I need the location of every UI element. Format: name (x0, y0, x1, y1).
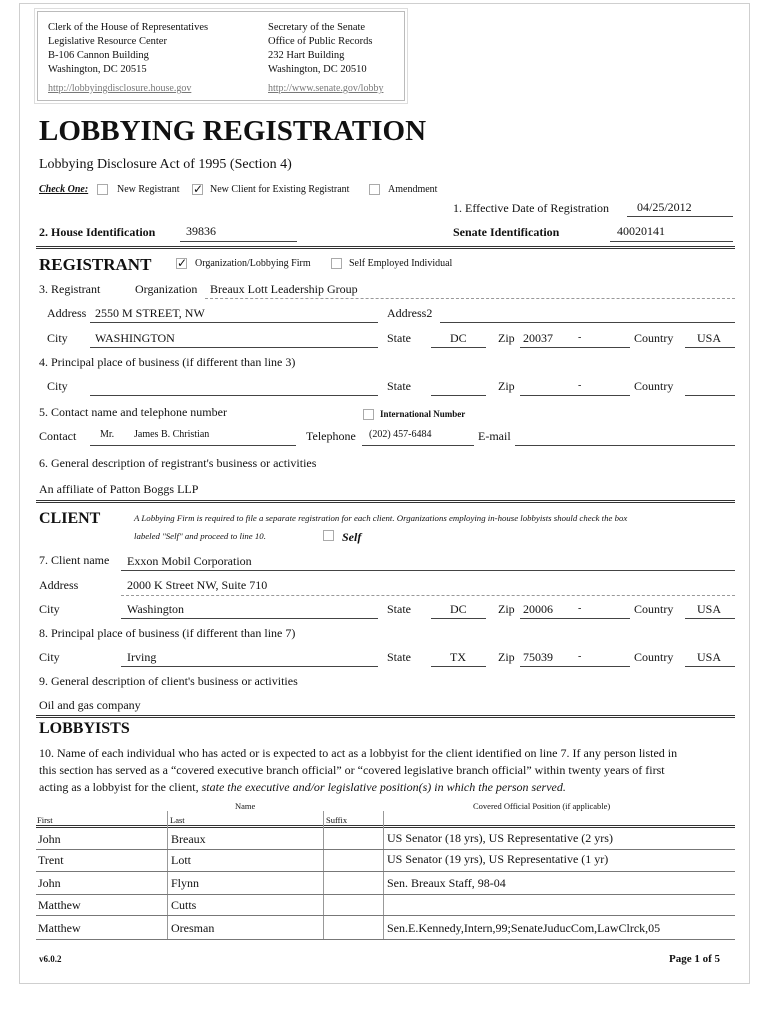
org-firm-checkbox[interactable]: ✓ (177, 256, 188, 270)
house-url-link[interactable]: http://lobbyingdisclosure.house.gov (48, 83, 192, 94)
international-number-label: International Number (380, 409, 466, 419)
line3-label: 3. Registrant (39, 282, 101, 296)
city-value[interactable]: WASHINGTON (95, 331, 175, 345)
address-label: Address (47, 306, 87, 320)
suffix-column-header: Suffix (326, 815, 348, 825)
client-country-value[interactable]: USA (697, 602, 722, 616)
contact-underline (90, 445, 296, 446)
lobbyist-last[interactable]: Oresman (171, 921, 215, 935)
client-country-underline (685, 618, 735, 619)
telephone-underline (362, 445, 474, 446)
client-name-underline (121, 570, 735, 571)
self-checkbox[interactable] (323, 530, 334, 541)
international-number-checkbox[interactable] (363, 409, 374, 420)
row-divider (36, 915, 735, 916)
page-number: Page 1 of 5 (669, 953, 721, 965)
new-client-checkbox[interactable]: ✓ (193, 182, 204, 196)
city-label: City (47, 331, 68, 345)
row-divider (36, 894, 735, 895)
client-heading: CLIENT (39, 510, 101, 527)
house-address-line: Washington, DC 20515 (48, 64, 147, 75)
effective-date-label: 1. Effective Date of Registration (453, 201, 610, 215)
line6-label: 6. General description of registrant's business or activities (39, 456, 317, 470)
client-description[interactable]: Oil and gas company (39, 698, 141, 712)
senate-address-line: Secretary of the Senate (268, 22, 366, 33)
effective-date-value[interactable]: 04/25/2012 (637, 200, 692, 214)
position-column-header: Covered Official Position (if applicable) (473, 801, 611, 811)
lobbyist-position[interactable]: Sen.E.Kennedy,Intern,99;SenateJuducCom,LawClrck,05 (387, 921, 661, 935)
telephone-value[interactable]: (202) 457-6484 (369, 429, 432, 440)
client-address-value[interactable]: 2000 K Street NW, Suite 710 (127, 578, 268, 592)
zip-label: Zip (498, 331, 515, 345)
column-divider (383, 811, 384, 940)
client-address-label: Address (39, 578, 79, 592)
state-value[interactable]: DC (450, 331, 467, 345)
client-zip-dash: - (578, 603, 582, 614)
registrant-description[interactable]: An affiliate of Patton Boggs LLP (39, 482, 199, 496)
address-value[interactable]: 2550 M STREET, NW (95, 306, 205, 320)
lobbyist-last[interactable]: Lott (171, 853, 191, 867)
client-state-underline (431, 618, 486, 619)
principal-client-country-underline (685, 666, 735, 667)
client-state-value[interactable]: DC (450, 602, 467, 616)
house-address-line: Clerk of the House of Representatives (48, 22, 209, 33)
client-country-label: Country (634, 602, 674, 616)
organization-underline (205, 298, 735, 299)
new-registrant-label: New Registrant (117, 184, 180, 195)
principal-country-label: Country (634, 379, 674, 393)
principal-client-city-label: City (39, 650, 60, 664)
line7-label: 7. Client name (39, 553, 110, 567)
organization-value[interactable]: Breaux Lott Leadership Group (210, 282, 358, 296)
city-underline (90, 347, 378, 348)
principal-client-zip-dash: - (578, 651, 582, 662)
amendment-checkbox[interactable] (369, 184, 380, 195)
client-note-line1: A Lobbying Firm is required to file a separate registration for each client. Organizations employing in-house lobbyists should check the box (134, 513, 628, 523)
column-divider (167, 811, 168, 940)
lobbyist-position[interactable]: US Senator (18 yrs), US Representative (2 yrs) (387, 831, 613, 845)
principal-state-label: State (387, 379, 411, 393)
name-column-header: Name (235, 801, 256, 811)
lobbyist-first[interactable]: Matthew (38, 921, 81, 935)
country-label: Country (634, 331, 674, 345)
lobbyist-first[interactable]: John (38, 876, 61, 890)
self-employed-label: Self Employed Individual (349, 258, 453, 269)
client-address-underline (121, 595, 735, 596)
house-id-value[interactable]: 39836 (186, 224, 216, 238)
lobbyist-position[interactable]: US Senator (19 yrs), US Representative (1 yr) (387, 852, 609, 866)
senate-address-line: Washington, DC 20510 (268, 64, 367, 75)
check-one-label: Check One: (39, 184, 89, 195)
line8-label: 8. Principal place of business (if different than line 7) (39, 626, 296, 640)
lobbyist-last[interactable]: Cutts (171, 898, 197, 912)
client-zip-label: Zip (498, 602, 515, 616)
lobbyists-intro-line3-start: acting as a lobbyist for the client, (39, 780, 199, 794)
email-label: E-mail (478, 429, 511, 443)
contact-prefix[interactable]: Mr. (100, 429, 115, 440)
lobbyists-heading: LOBBYISTS (39, 720, 130, 737)
principal-client-state-value[interactable]: TX (450, 650, 466, 664)
amendment-label: Amendment (388, 184, 438, 195)
principal-client-zip-value[interactable]: 75039 (523, 650, 553, 664)
email-underline (515, 445, 735, 446)
telephone-label: Telephone (306, 429, 356, 443)
house-id-label: 2. House Identification (39, 225, 156, 239)
zip-underline (520, 347, 630, 348)
org-firm-label: Organization/Lobbying Firm (195, 258, 311, 269)
senate-address-line: 232 Hart Building (268, 50, 345, 61)
house-address (48, 21, 208, 77)
principal-client-country-label: Country (634, 650, 674, 664)
row-divider (36, 849, 735, 850)
client-city-underline (121, 618, 378, 619)
zip-value[interactable]: 20037 (523, 331, 553, 345)
row-divider (36, 939, 735, 940)
contact-label: Contact (39, 429, 77, 443)
lobbyists-intro-line2: this section has served as a “covered executive branch official” or “covered legislative branch official” within twenty years of first (39, 763, 665, 777)
lobbyists-intro-line1: 10. Name of each individual who has acted or is expected to act as a lobbyist for the client identified on line 7. If any person listed in (39, 746, 678, 760)
first-column-header: First (37, 815, 53, 825)
principal-zip-dash: - (578, 380, 582, 391)
page-title: LOBBYING REGISTRATION (39, 115, 427, 147)
principal-city-underline (90, 395, 378, 396)
address-underline (90, 322, 378, 323)
client-zip-underline (520, 618, 630, 619)
row-divider (36, 871, 735, 872)
organization-label: Organization (135, 282, 198, 296)
state-label: State (387, 331, 411, 345)
new-registrant-checkbox[interactable] (97, 184, 108, 195)
table-header-divider (36, 825, 735, 828)
principal-client-city-value[interactable]: Irving (127, 650, 157, 664)
lobbyist-last[interactable]: Flynn (171, 876, 200, 890)
state-underline (431, 347, 486, 348)
page-subtitle: Lobbying Disclosure Act of 1995 (Section 4) (39, 157, 292, 172)
principal-client-country-value[interactable]: USA (697, 650, 722, 664)
version-label: v6.0.2 (39, 954, 62, 964)
client-note-line2: labeled "Self" and proceed to line 10. (134, 531, 266, 541)
senate-address-line: Office of Public Records (268, 36, 373, 47)
client-city-label: City (39, 602, 60, 616)
principal-zip-underline (520, 395, 630, 396)
lobbyist-first[interactable]: John (38, 832, 61, 846)
principal-state-underline (431, 395, 486, 396)
new-client-label: New Client for Existing Registrant (210, 184, 350, 195)
principal-zip-label: Zip (498, 379, 515, 393)
principal-client-state-label: State (387, 650, 411, 664)
client-zip-value[interactable]: 20006 (523, 602, 553, 616)
house-address-line: Legislative Resource Center (48, 36, 167, 47)
section-divider (36, 715, 735, 718)
senate-url-link[interactable]: http://www.senate.gov/lobby (268, 83, 384, 94)
address2-label: Address2 (387, 306, 433, 320)
principal-country-underline (685, 395, 735, 396)
principal-client-city-underline (121, 666, 378, 667)
principal-client-zip-underline (520, 666, 630, 667)
lobbyist-first[interactable]: Trent (38, 853, 64, 867)
country-underline (685, 347, 735, 348)
principal-client-state-underline (431, 666, 486, 667)
principal-client-zip-label: Zip (498, 650, 515, 664)
zip-dash: - (578, 332, 582, 343)
client-state-label: State (387, 602, 411, 616)
registrant-heading: REGISTRANT (39, 255, 152, 274)
self-employed-checkbox[interactable] (331, 258, 342, 269)
contact-name[interactable]: James B. Christian (134, 429, 210, 440)
country-value[interactable]: USA (697, 331, 722, 345)
lobbyist-last[interactable]: Breaux (171, 832, 206, 846)
self-label: Self (342, 530, 362, 544)
principal-city-label: City (47, 379, 68, 393)
senate-id-value[interactable]: 40020141 (617, 224, 665, 238)
senate-id-underline (610, 241, 733, 242)
senate-id-label: Senate Identification (453, 225, 560, 239)
client-name-value[interactable]: Exxon Mobil Corporation (127, 554, 252, 568)
section-divider (36, 500, 735, 503)
line5-label: 5. Contact name and telephone number (39, 405, 227, 419)
lobbyists-intro-line3-emphasis: state the executive and/or legislative position(s) in which the person served. (201, 780, 566, 794)
lobbyist-position[interactable]: Sen. Breaux Staff, 98-04 (387, 876, 506, 890)
house-address-line: B-106 Cannon Building (48, 50, 149, 61)
client-city-value[interactable]: Washington (127, 602, 185, 616)
lobbyists-intro-line3 (39, 780, 566, 795)
senate-address (268, 21, 373, 77)
line4-label: 4. Principal place of business (if different than line 3) (39, 355, 296, 369)
line9-label: 9. General description of client's business or activities (39, 674, 298, 688)
house-id-underline (180, 241, 297, 242)
lobbyist-first[interactable]: Matthew (38, 898, 81, 912)
effective-date-underline (627, 216, 733, 217)
column-divider (323, 811, 324, 940)
section-divider (36, 246, 735, 249)
last-column-header: Last (170, 815, 185, 825)
address2-underline (440, 322, 735, 323)
